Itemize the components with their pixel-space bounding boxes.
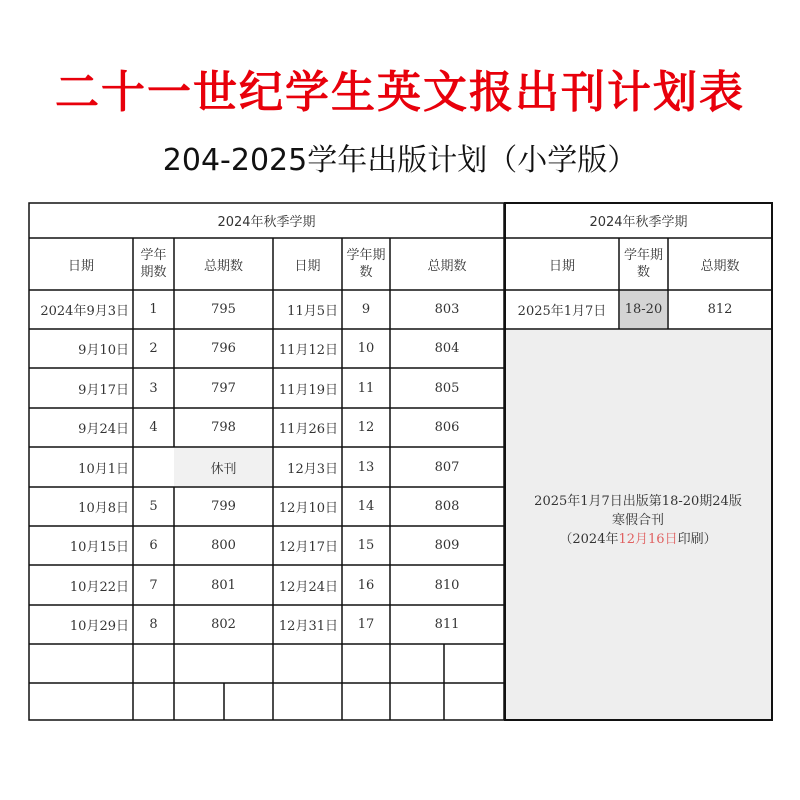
table-cell-total-right: 809: [434, 538, 460, 553]
col-header-issue: 学年 期数: [140, 248, 167, 280]
table-cell-total-right: 805: [434, 380, 460, 396]
col-header-total-2: 总期数: [427, 258, 467, 274]
table-cell-total-left: 796: [211, 341, 236, 356]
table-cell-total-left: 800: [211, 538, 236, 553]
table-cell-issue-left: 7: [149, 577, 158, 593]
table-cell-date-right: 11月5日: [287, 304, 338, 319]
table-cell-date-left: 9月10日: [78, 343, 129, 358]
table-cell-total-left: 801: [211, 577, 236, 593]
table-cell-date-left: 10月22日: [69, 579, 129, 595]
table-cell-issue-right: 16: [357, 577, 375, 593]
col-header-total: 总期数: [203, 258, 243, 274]
table-cell-total-left: 797: [211, 380, 236, 396]
table-cell-date-right: 12月31日: [278, 619, 338, 634]
table-cell-total-right: 808: [434, 499, 460, 514]
table-cell-total-right: 811: [434, 617, 460, 632]
table-cell-issue-left: 4: [149, 420, 158, 435]
table-cell-date-right: 12月3日: [287, 461, 338, 477]
table-cell-issue-right: 12: [357, 420, 375, 435]
right-col-header-issue: 学年期 数: [623, 248, 663, 280]
table-cell-issue-left: 1: [149, 302, 158, 317]
right-col-header-date: 日期: [548, 258, 575, 274]
page-subtitle: 204-2025学年出版计划（小学版）: [162, 143, 638, 178]
table-cell-date-left: 10月29日: [69, 619, 129, 634]
table-cell-issue-right: 15: [357, 538, 375, 553]
table-cell-total-right: 804: [434, 341, 460, 356]
table-cell-date-right: 11月12日: [278, 343, 338, 358]
winter-note-print-suffix: 印刷）: [677, 532, 717, 547]
table-cell-issue-right: 13: [357, 459, 375, 475]
table-cell-date-left: 10月15日: [69, 540, 129, 555]
right-semester-header: 2024年秋季学期: [589, 215, 688, 230]
table-cell-issue-left: 2: [149, 341, 158, 356]
table-cell-total-left: 802: [211, 617, 236, 632]
table-cell-issue-right: 14: [357, 499, 375, 514]
table-cell-date-left: 10月1日: [78, 461, 129, 477]
table-cell-date-right: 11月19日: [278, 382, 338, 398]
page-title: 二十一世纪学生英文报出刊计划表: [55, 67, 745, 118]
table-cell-total-right: 810: [434, 577, 460, 593]
table-cell-date-left: 9月17日: [78, 382, 129, 398]
table-cell-total-right: 807: [434, 459, 460, 475]
winter-note-print-date: 12月16日: [618, 532, 678, 547]
table-cell-total-right: 803: [434, 302, 460, 317]
winter-note-line3: [505, 530, 771, 549]
winter-note-print-prefix: （2024年: [559, 532, 619, 547]
table-cell-issue-right: 10: [357, 341, 375, 356]
table-cell-issue-right: 17: [357, 617, 375, 632]
table-cell-date-left: 9月24日: [78, 422, 129, 437]
col-header-date: 日期: [67, 258, 94, 274]
table-cell-date-right: 12月10日: [278, 501, 338, 516]
winter-note: [505, 492, 771, 549]
table-cell-date-right: 11月26日: [278, 422, 338, 437]
right-row-total: 812: [707, 302, 733, 317]
left-semester-header: 2024年秋季学期: [217, 215, 316, 230]
right-row-issue: 18-20: [624, 302, 663, 317]
table-cell-date-left: 2024年9月3日: [40, 304, 129, 319]
table-cell-issue-left: [133, 447, 174, 487]
rest-label: 休刊: [210, 461, 237, 477]
right-col-header-total: 总期数: [700, 258, 740, 274]
table-cell-total-right: 806: [434, 420, 460, 435]
winter-note-line1: 2025年1月7日出版第18-20期24版: [534, 494, 742, 509]
col-header-date-2: 日期: [294, 258, 321, 274]
table-cell-issue-left: 5: [149, 499, 158, 514]
table-cell-issue-right: 9: [361, 302, 371, 317]
table-cell-date-left: 10月8日: [78, 501, 129, 516]
table-cell-issue-right: 11: [357, 380, 375, 396]
table-cell-total-left: 795: [211, 302, 236, 317]
table-cell-issue-left: 3: [149, 380, 158, 396]
table-cell-total-left: 798: [211, 420, 236, 435]
right-row-date: 2025年1月7日: [517, 304, 607, 319]
table-cell-total-left: 799: [211, 499, 236, 514]
winter-note-line2: 寒假合刊: [611, 513, 664, 528]
table-cell-date-right: 12月24日: [278, 579, 338, 595]
col-header-issue-2: 学年期 数: [346, 248, 386, 280]
table-cell-issue-left: 6: [149, 538, 158, 553]
table-cell-issue-left: 8: [149, 617, 158, 632]
table-cell-date-right: 12月17日: [278, 540, 338, 555]
